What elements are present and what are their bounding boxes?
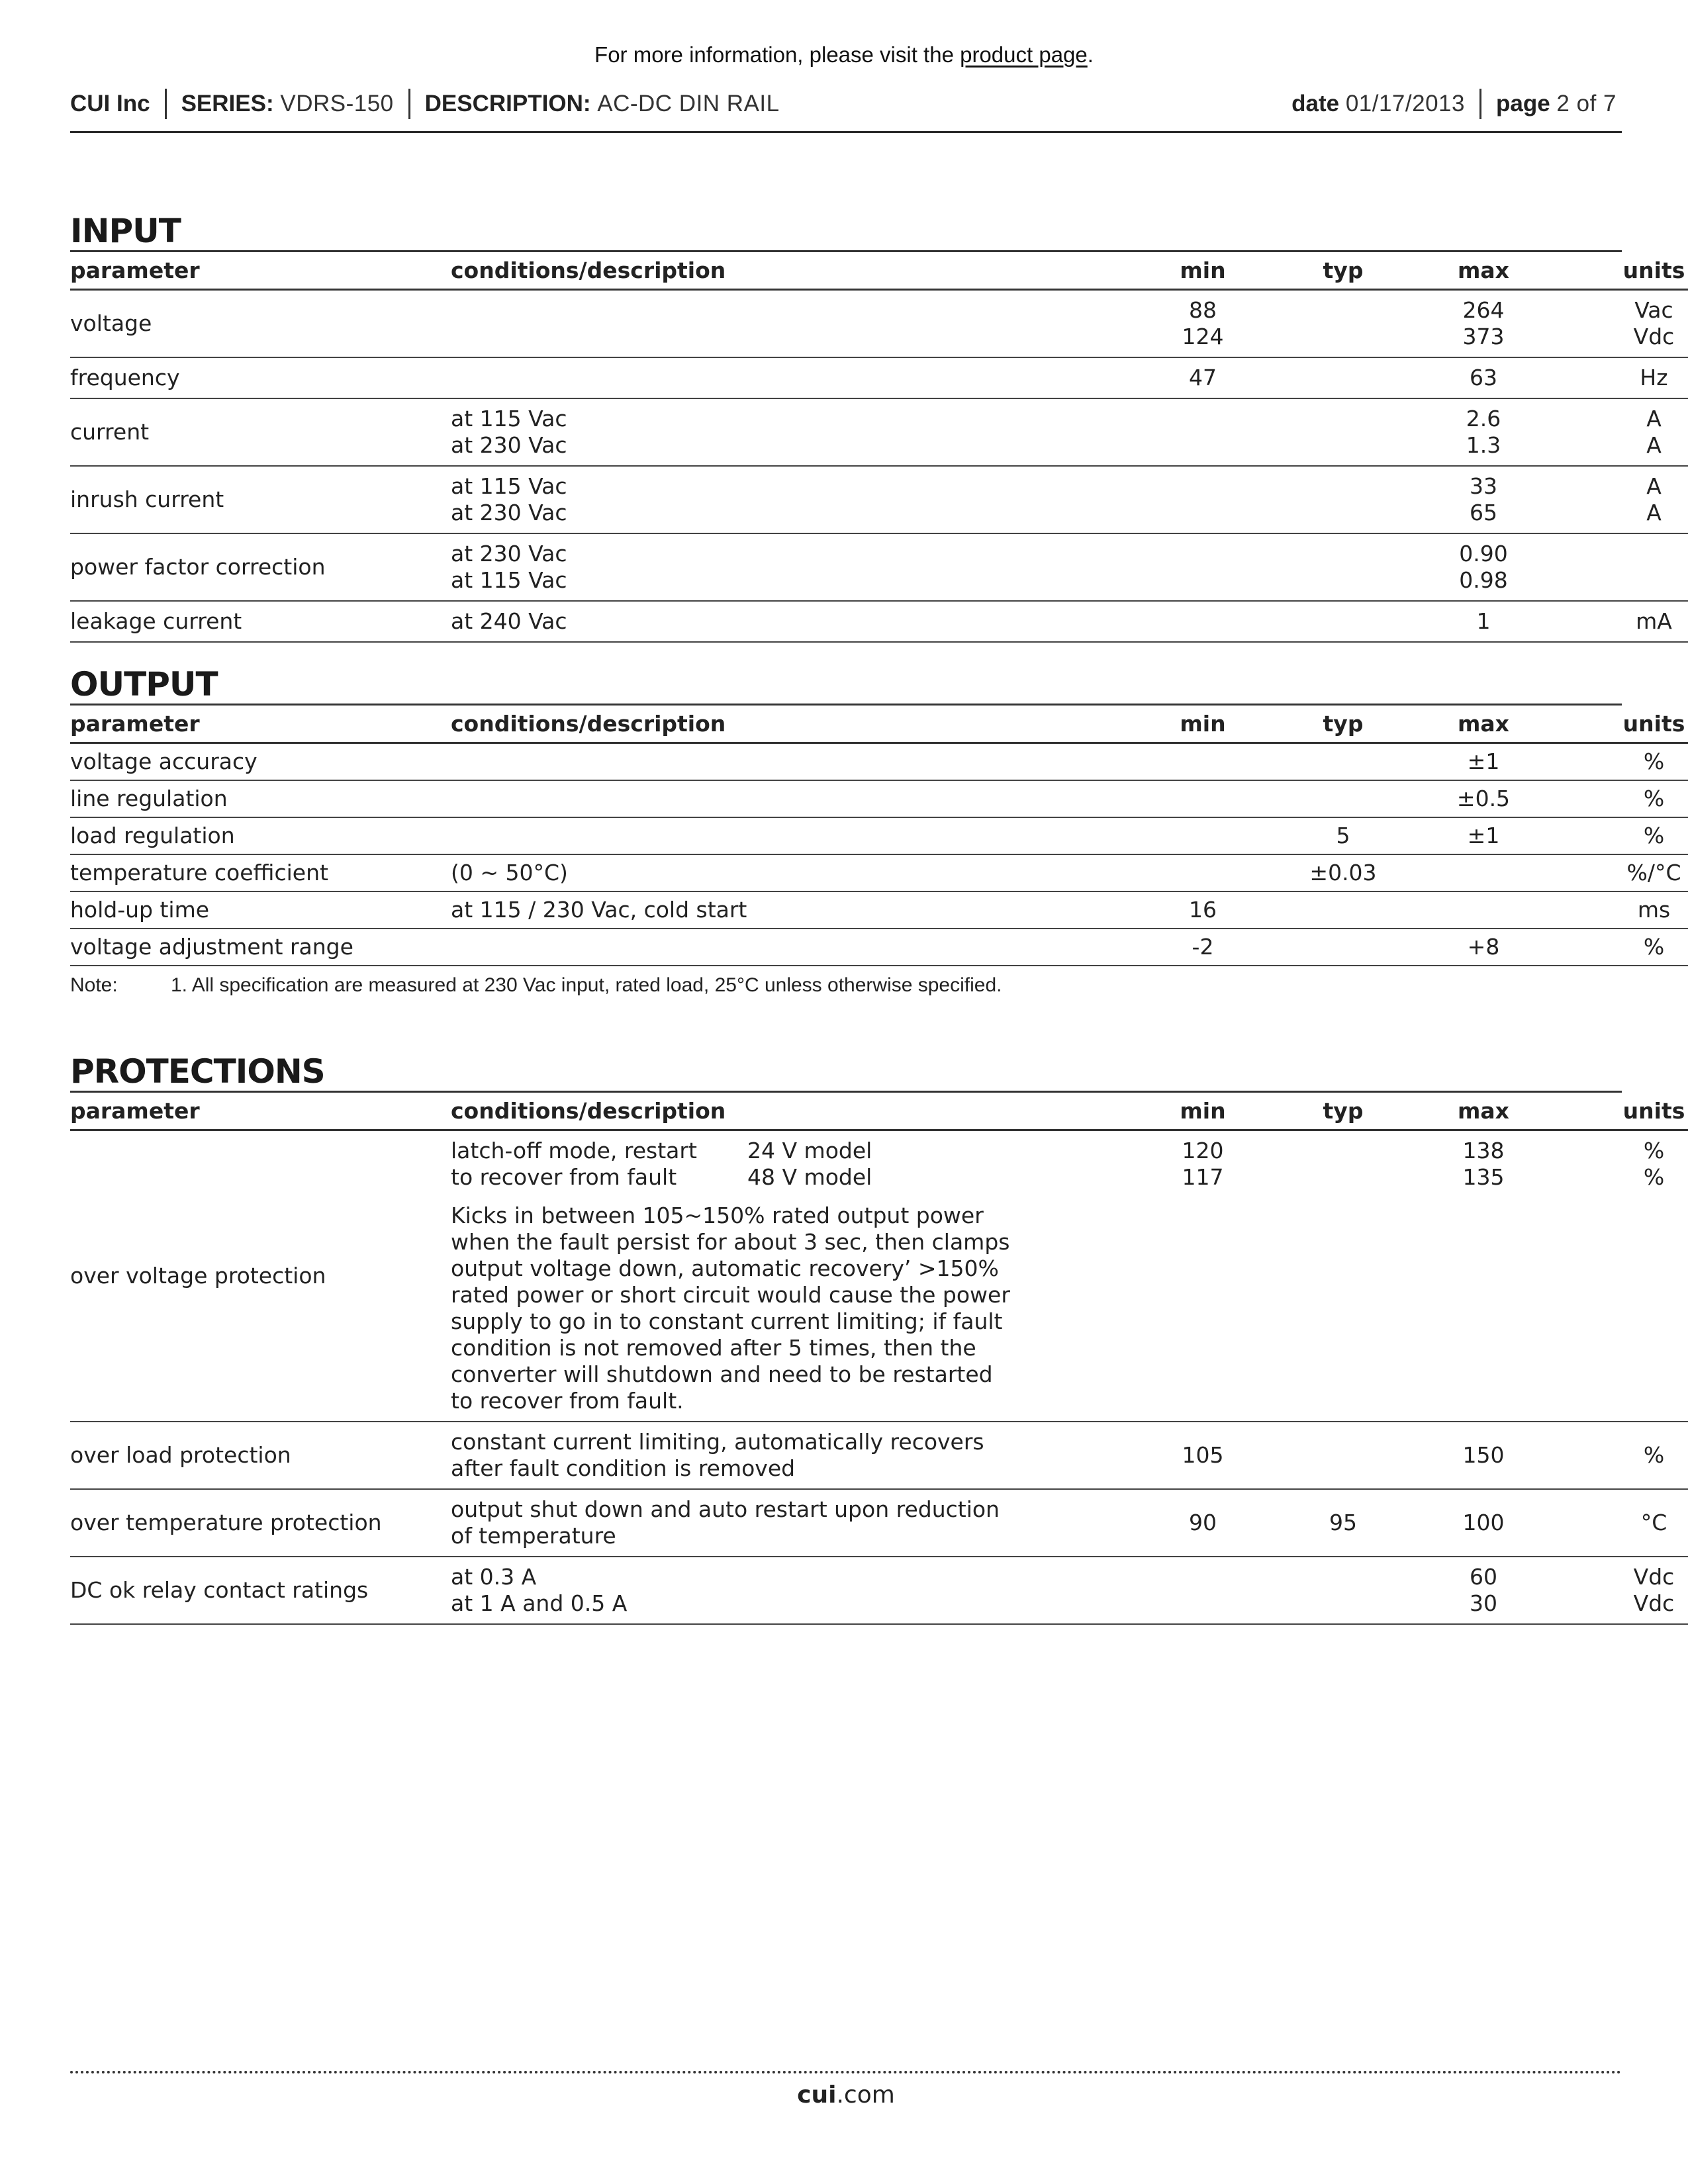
max-cell xyxy=(1413,466,1554,533)
value xyxy=(1273,608,1413,635)
parameter-cell: hold-up time xyxy=(70,891,451,929)
units-cell: % xyxy=(1554,817,1688,854)
protections-table-body xyxy=(70,1130,1688,1625)
typ-cell xyxy=(1273,398,1413,466)
value: 138 xyxy=(1462,1138,1505,1163)
typ-cell xyxy=(1273,601,1413,642)
value: 1.3 xyxy=(1466,432,1501,458)
value xyxy=(1133,500,1273,526)
typ-cell xyxy=(1273,1422,1413,1489)
table-row-temperature-coefficient xyxy=(70,854,1688,891)
footer-brand: cui xyxy=(797,2081,837,2109)
table-header-row xyxy=(70,705,1688,743)
table-row-over-temperature-protection xyxy=(70,1489,1688,1557)
ovp-mode xyxy=(451,1138,747,1191)
ovp-models xyxy=(747,1138,872,1191)
conditions-cell xyxy=(451,533,1133,601)
value: % xyxy=(1643,1164,1665,1190)
param-cell: over voltage protection xyxy=(70,1130,451,1422)
col-parameter: parameter xyxy=(70,1093,451,1130)
value: constant current limiting, automatically recovers xyxy=(451,1429,984,1455)
units-cell xyxy=(1554,1422,1688,1489)
parameter-cell: power factor correction xyxy=(70,533,451,601)
series-label: SERIES: xyxy=(181,91,274,116)
output-title: OUTPUT xyxy=(70,665,1622,705)
footer-domain: .com xyxy=(836,2081,895,2109)
typ-cell: ±0.03 xyxy=(1273,854,1413,891)
value: mA xyxy=(1636,608,1672,634)
min-cell xyxy=(1133,398,1273,466)
value: 63 xyxy=(1470,365,1497,390)
value: at 230 Vac xyxy=(451,432,567,458)
table-row-load-regulation xyxy=(70,817,1688,854)
value: 100 xyxy=(1462,1510,1505,1535)
min-cell xyxy=(1133,780,1273,817)
min-cell xyxy=(1133,601,1273,642)
input-table-body xyxy=(70,290,1688,643)
product-page-link[interactable]: product page xyxy=(960,42,1088,67)
value: at 115 Vac xyxy=(451,406,567,432)
conditions-cell xyxy=(451,357,1133,398)
min-cell: -2 xyxy=(1133,929,1273,966)
note-label: Note: xyxy=(70,974,118,996)
page-label: page xyxy=(1495,91,1550,116)
table-row-frequency xyxy=(70,357,1688,398)
value: Vdc xyxy=(1633,1564,1675,1590)
page-value: 2 of 7 xyxy=(1556,91,1617,116)
value xyxy=(1133,432,1273,459)
output-note xyxy=(70,974,1622,997)
parameter-cell: over temperature protection xyxy=(70,1489,451,1557)
col-typ: typ xyxy=(1273,252,1413,290)
conditions-cell xyxy=(451,1130,1133,1422)
max-cell xyxy=(1413,398,1554,466)
value: % xyxy=(1643,1138,1665,1163)
units-cell: % xyxy=(1554,780,1688,817)
col-max: max xyxy=(1413,1093,1554,1130)
table-row-over-load-protection xyxy=(70,1422,1688,1489)
header-divider xyxy=(408,89,410,119)
ovp-description xyxy=(451,1203,1133,1414)
units-cell xyxy=(1554,290,1688,358)
value: 264 xyxy=(1462,297,1505,323)
value xyxy=(1273,473,1413,500)
value: 1 xyxy=(1476,608,1491,634)
value xyxy=(1133,567,1273,594)
input-section xyxy=(70,212,1685,643)
conditions-cell xyxy=(451,817,1133,854)
min-cell xyxy=(1133,1489,1273,1557)
parameter-cell: inrush current xyxy=(70,466,451,533)
value xyxy=(451,324,1133,350)
units-cell xyxy=(1554,1489,1688,1557)
value xyxy=(1273,567,1413,594)
ovp-model-line: 24 V model xyxy=(747,1138,872,1163)
col-parameter: parameter xyxy=(70,705,451,743)
conditions-cell xyxy=(451,1422,1133,1489)
value xyxy=(451,365,1133,391)
value: 30 xyxy=(1470,1590,1497,1616)
value: 135 xyxy=(1462,1164,1505,1190)
document-header xyxy=(70,87,1622,133)
value: 90 xyxy=(1189,1510,1217,1535)
units-cell xyxy=(1554,398,1688,466)
parameter-cell: voltage adjustment range xyxy=(70,929,451,966)
value xyxy=(451,297,1133,324)
max-cell xyxy=(1413,1557,1554,1624)
min-cell: 16 xyxy=(1133,891,1273,929)
value: after fault condition is removed xyxy=(451,1455,796,1481)
parameter-cell: leakage current xyxy=(70,601,451,642)
col-max: max xyxy=(1413,705,1554,743)
max-cell xyxy=(1413,1489,1554,1557)
parameter-cell: over load protection xyxy=(70,1422,451,1489)
min-cell xyxy=(1133,533,1273,601)
value xyxy=(1554,567,1688,594)
conditions-cell: (0 ~ 50°C) xyxy=(451,854,1133,891)
typ-cell xyxy=(1273,466,1413,533)
value: 47 xyxy=(1189,365,1217,390)
value: Hz xyxy=(1640,365,1668,390)
ovp-description-line: Kicks in between 105~150% rated output power xyxy=(451,1203,984,1228)
protections-title: PROTECTIONS xyxy=(70,1052,1622,1093)
value xyxy=(1273,1564,1413,1590)
ovp-description-line: to recover from fault. xyxy=(451,1388,684,1414)
value xyxy=(1133,541,1273,567)
col-typ: typ xyxy=(1273,705,1413,743)
max-cell xyxy=(1413,891,1554,929)
input-title: INPUT xyxy=(70,212,1622,252)
units-cell: %/°C xyxy=(1554,854,1688,891)
conditions-cell xyxy=(451,601,1133,642)
value: 124 xyxy=(1182,324,1224,349)
units-cell xyxy=(1554,1130,1688,1422)
description-label: DESCRIPTION: xyxy=(424,91,591,116)
description-value: AC-DC DIN RAIL xyxy=(597,91,780,116)
ovp-description-line: supply to go in to constant current limiting; if fault xyxy=(451,1308,1003,1334)
parameter-cell: line regulation xyxy=(70,780,451,817)
header-divider xyxy=(1479,89,1481,119)
table-header-row xyxy=(70,252,1688,290)
table-row-hold-up-time xyxy=(70,891,1688,929)
typ-cell xyxy=(1273,533,1413,601)
value: A xyxy=(1646,500,1662,525)
value: Vac xyxy=(1634,297,1673,323)
value: at 1 A and 0.5 A xyxy=(451,1590,628,1616)
date-label: date xyxy=(1291,91,1340,116)
output-section xyxy=(70,665,1685,997)
typ-cell xyxy=(1273,1130,1413,1422)
parameter-cell: frequency xyxy=(70,357,451,398)
ovp-description-line: converter will shutdown and need to be restarted xyxy=(451,1361,993,1387)
note-text: 1. All specification are measured at 230 Vac input, rated load, 25°C unless otherwise specified. xyxy=(171,974,1002,996)
table-row-voltage-adjustment-range xyxy=(70,929,1688,966)
table-row-power-factor-correction xyxy=(70,533,1688,601)
conditions-cell xyxy=(451,1557,1133,1624)
parameter-cell: voltage accuracy xyxy=(70,743,451,781)
parameter-cell: DC ok relay contact ratings xyxy=(70,1557,451,1624)
protections-table xyxy=(70,1093,1688,1625)
conditions-cell xyxy=(451,929,1133,966)
series-value: VDRS-150 xyxy=(280,91,394,116)
table-row-inrush-current xyxy=(70,466,1688,533)
top-info-suffix: . xyxy=(1087,42,1094,67)
parameter-cell: current xyxy=(70,398,451,466)
value: A xyxy=(1646,432,1662,458)
header-divider xyxy=(165,89,167,119)
value: 2.6 xyxy=(1466,406,1501,432)
typ-cell xyxy=(1273,780,1413,817)
parameter-cell: voltage xyxy=(70,290,451,358)
conditions-cell xyxy=(451,1489,1133,1557)
units-cell: % xyxy=(1554,743,1688,781)
value: % xyxy=(1643,1442,1665,1468)
value: 117 xyxy=(1182,1164,1224,1190)
min-cell xyxy=(1133,1130,1273,1422)
units-cell xyxy=(1554,533,1688,601)
typ-cell xyxy=(1273,1557,1413,1624)
min-cell xyxy=(1133,1422,1273,1489)
value: °C xyxy=(1640,1510,1667,1535)
max-cell xyxy=(1413,290,1554,358)
typ-cell xyxy=(1273,743,1413,781)
value: 0.98 xyxy=(1459,567,1508,593)
value: A xyxy=(1646,406,1662,432)
col-max: max xyxy=(1413,252,1554,290)
col-min: min xyxy=(1133,1093,1273,1130)
value xyxy=(1273,324,1413,350)
ovp-description-line: rated power or short circuit would cause the power xyxy=(451,1282,1010,1308)
ovp-mode-line: to recover from fault xyxy=(451,1164,677,1190)
value: A xyxy=(1646,473,1662,499)
value xyxy=(1273,541,1413,567)
max-cell: ±1 xyxy=(1413,743,1554,781)
conditions-cell: at 115 / 230 Vac, cold start xyxy=(451,891,1133,929)
ovp-model-line: 48 V model xyxy=(747,1164,872,1190)
value: output shut down and auto restart upon reduction xyxy=(451,1496,1000,1522)
min-cell xyxy=(1133,1557,1273,1624)
value xyxy=(1273,500,1413,526)
value: of temperature xyxy=(451,1523,616,1549)
value xyxy=(1133,608,1273,635)
value: 33 xyxy=(1470,473,1497,499)
top-info-line xyxy=(0,42,1688,68)
value xyxy=(1273,297,1413,324)
units-cell xyxy=(1554,601,1688,642)
table-row-line-regulation xyxy=(70,780,1688,817)
parameter-cell: temperature coefficient xyxy=(70,854,451,891)
ovp-mode-line: latch-off mode, restart xyxy=(451,1138,697,1163)
min-cell xyxy=(1133,743,1273,781)
conditions-cell xyxy=(451,466,1133,533)
value xyxy=(1133,1590,1273,1617)
units-cell xyxy=(1554,1557,1688,1624)
col-units: units xyxy=(1554,1093,1688,1130)
value: at 115 Vac xyxy=(451,473,567,499)
table-row-leakage-current xyxy=(70,601,1688,642)
units-cell: % xyxy=(1554,929,1688,966)
table-row-current xyxy=(70,398,1688,466)
max-cell xyxy=(1413,1130,1554,1422)
typ-cell: 5 xyxy=(1273,817,1413,854)
value: at 240 Vac xyxy=(451,608,567,634)
max-cell: +8 xyxy=(1413,929,1554,966)
conditions-cell xyxy=(451,290,1133,358)
units-cell xyxy=(1554,357,1688,398)
min-cell xyxy=(1133,466,1273,533)
value xyxy=(1133,406,1273,432)
max-cell xyxy=(1413,357,1554,398)
parameter-cell: load regulation xyxy=(70,817,451,854)
value: 88 xyxy=(1189,297,1217,323)
min-cell xyxy=(1133,817,1273,854)
value xyxy=(1133,1564,1273,1590)
top-info-prefix: For more information, please visit the xyxy=(594,42,961,67)
value: Vdc xyxy=(1633,1590,1675,1616)
value: 0.90 xyxy=(1459,541,1508,567)
conditions-cell xyxy=(451,398,1133,466)
table-row-dc-ok-relay-contact-ratings xyxy=(70,1557,1688,1624)
page-footer xyxy=(70,2071,1622,2109)
value: Vdc xyxy=(1633,324,1675,349)
value: 105 xyxy=(1182,1442,1224,1468)
conditions-cell xyxy=(451,780,1133,817)
table-row-over-voltage-protection xyxy=(70,1130,1688,1422)
value: 373 xyxy=(1462,324,1505,349)
date-value: 01/17/2013 xyxy=(1345,91,1465,116)
max-cell xyxy=(1413,601,1554,642)
ovp-description-line: condition is not removed after 5 times, then the xyxy=(451,1335,976,1361)
value xyxy=(1133,473,1273,500)
col-units: units xyxy=(1554,705,1688,743)
value: 60 xyxy=(1470,1564,1497,1590)
table-row-voltage xyxy=(70,290,1688,358)
value: 65 xyxy=(1470,500,1497,525)
col-conditions: conditions/description xyxy=(451,252,1133,290)
input-table xyxy=(70,252,1688,643)
max-cell xyxy=(1413,854,1554,891)
units-cell xyxy=(1554,466,1688,533)
value xyxy=(1273,1590,1413,1617)
ovp-description-line: output voltage down, automatic recovery’ >150% xyxy=(451,1255,999,1281)
value: 95 xyxy=(1329,1510,1357,1535)
value: at 230 Vac xyxy=(451,541,567,567)
value xyxy=(1273,365,1413,391)
value: 120 xyxy=(1182,1138,1224,1163)
typ-cell xyxy=(1273,891,1413,929)
min-cell xyxy=(1133,290,1273,358)
value xyxy=(1554,541,1688,567)
ovp-description-line: when the fault persist for about 3 sec, then clamps xyxy=(451,1229,1010,1255)
value: at 0.3 A xyxy=(451,1564,537,1590)
col-units: units xyxy=(1554,252,1688,290)
min-cell xyxy=(1133,357,1273,398)
conditions-cell xyxy=(451,743,1133,781)
typ-cell xyxy=(1273,357,1413,398)
typ-cell xyxy=(1273,1489,1413,1557)
max-cell xyxy=(1413,1422,1554,1489)
table-row-voltage-accuracy xyxy=(70,743,1688,781)
units-cell: ms xyxy=(1554,891,1688,929)
col-min: min xyxy=(1133,705,1273,743)
value xyxy=(1273,406,1413,432)
max-cell xyxy=(1413,533,1554,601)
min-cell xyxy=(1133,854,1273,891)
value: at 230 Vac xyxy=(451,500,567,525)
col-conditions: conditions/description xyxy=(451,1093,1133,1130)
max-cell: ±1 xyxy=(1413,817,1554,854)
col-parameter: parameter xyxy=(70,252,451,290)
table-header-row xyxy=(70,1093,1688,1130)
value: 150 xyxy=(1462,1442,1505,1468)
output-table-body xyxy=(70,743,1688,966)
value xyxy=(1273,432,1413,459)
typ-cell xyxy=(1273,290,1413,358)
col-typ: typ xyxy=(1273,1093,1413,1130)
typ-cell xyxy=(1273,929,1413,966)
protections-section xyxy=(70,1052,1685,1625)
max-cell: ±0.5 xyxy=(1413,780,1554,817)
col-conditions: conditions/description xyxy=(451,705,1133,743)
value: at 115 Vac xyxy=(451,567,567,593)
value xyxy=(1273,1442,1413,1469)
company-name: CUI Inc xyxy=(70,91,150,116)
output-table xyxy=(70,705,1688,966)
col-min: min xyxy=(1133,252,1273,290)
